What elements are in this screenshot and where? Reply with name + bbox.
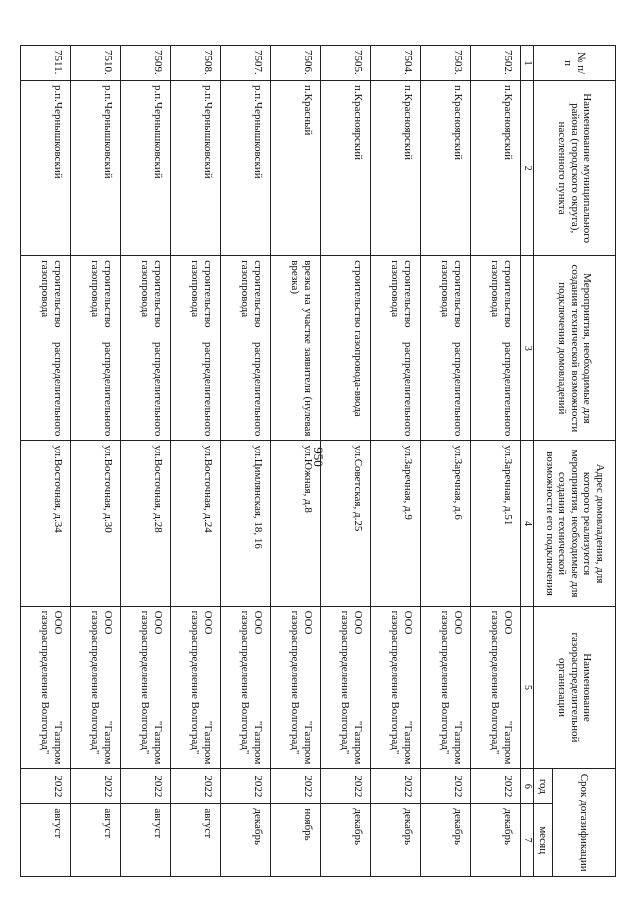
row-address: ул.Заречная, д.9: [371, 441, 421, 606]
row-year: 2022: [371, 769, 421, 804]
row-org: ООО "Газпром газораспределение Волгоград": [121, 606, 171, 769]
row-work: строительство распределительного газопровода: [421, 256, 471, 441]
row-work: врезка на участке заявителя (нулевая врезка): [271, 256, 321, 441]
header-row: [553, 46, 616, 877]
row-year: 2022: [21, 769, 71, 804]
row-location: п.Красноярский: [321, 81, 371, 256]
table-row: [271, 46, 321, 877]
header-location: Наименование муниципального района (городского округа), населенного пункта: [534, 81, 616, 256]
row-month: декабрь: [221, 804, 271, 877]
header-term: Срок догазификации: [553, 769, 616, 877]
header-year: год: [534, 769, 553, 804]
row-work: строительство распределительного газопровода: [121, 256, 171, 441]
row-address: ул.Советская, д.25: [321, 441, 371, 606]
row-year: 2022: [321, 769, 371, 804]
row-month: август: [71, 804, 121, 877]
row-address: ул.Южная, д.8: [271, 441, 321, 606]
row-work: строительство газопровода-ввода: [321, 256, 371, 441]
row-location: р.п.Чернышковский: [21, 81, 71, 256]
row-org: ООО "Газпром газораспределение Волгоград": [371, 606, 421, 769]
row-number: 7508.: [171, 46, 221, 81]
header-num: № п/п: [534, 46, 616, 81]
row-number: 7507.: [221, 46, 271, 81]
column-number-row: [521, 46, 534, 877]
row-location: п.Красноярский: [421, 81, 471, 256]
row-year: 2022: [271, 769, 321, 804]
row-year: 2022: [171, 769, 221, 804]
header-month: месяц: [534, 804, 553, 877]
column-number: 7: [521, 804, 534, 877]
column-number: 5: [521, 606, 534, 769]
table-row: [171, 46, 221, 877]
row-work: строительство распределительного газопровода: [471, 256, 521, 441]
header-org: Наименование газораспределительной организации: [534, 606, 616, 769]
row-address: ул.Восточная, д.28: [121, 441, 171, 606]
row-location: п.Красный: [271, 81, 321, 256]
row-year: 2022: [221, 769, 271, 804]
row-org: ООО "Газпром газораспределение Волгоград": [421, 606, 471, 769]
row-work: строительство распределительного газопровода: [21, 256, 71, 441]
row-number: 7509.: [121, 46, 171, 81]
table-row: [421, 46, 471, 877]
row-month: ноябрь: [271, 804, 321, 877]
row-work: строительство распределительного газопровода: [221, 256, 271, 441]
row-location: р.п.Чернышковский: [121, 81, 171, 256]
row-number: 7505.: [321, 46, 371, 81]
row-address: ул.Цимлянская, 18, 16: [221, 441, 271, 606]
row-address: ул.Восточная, д.30: [71, 441, 121, 606]
column-number: 4: [521, 441, 534, 606]
column-number: 2: [521, 81, 534, 256]
row-month: август: [171, 804, 221, 877]
table-row: [371, 46, 421, 877]
row-month: декабрь: [421, 804, 471, 877]
row-number: 7504.: [371, 46, 421, 81]
row-number: 7506.: [271, 46, 321, 81]
table-row: [71, 46, 121, 877]
row-month: декабрь: [371, 804, 421, 877]
row-address: ул.Заречная, д.6: [421, 441, 471, 606]
table-row: [471, 46, 521, 877]
row-location: р.п.Чернышковский: [221, 81, 271, 256]
table-row: [21, 46, 71, 877]
table-row: [221, 46, 271, 877]
document-table-wrapper: [39, 45, 616, 877]
row-work: строительство распределительного газопровода: [171, 256, 221, 441]
row-month: август: [21, 804, 71, 877]
row-location: п.Красноярский: [471, 81, 521, 256]
row-month: декабрь: [321, 804, 371, 877]
row-location: р.п.Чернышковский: [171, 81, 221, 256]
column-number: 6: [521, 769, 534, 804]
row-org: ООО "Газпром газораспределение Волгоград": [21, 606, 71, 769]
row-year: 2022: [71, 769, 121, 804]
table-row: [121, 46, 171, 877]
row-org: ООО "Газпром газораспределение Волгоград": [321, 606, 371, 769]
row-org: ООО "Газпром газораспределение Волгоград": [221, 606, 271, 769]
column-number: 1: [521, 46, 534, 81]
row-year: 2022: [421, 769, 471, 804]
row-work: строительство распределительного газопровода: [71, 256, 121, 441]
row-address: ул.Восточная, д.24: [171, 441, 221, 606]
row-month: август: [121, 804, 171, 877]
row-month: декабрь: [471, 804, 521, 877]
row-number: 7502.: [471, 46, 521, 81]
table-row: [321, 46, 371, 877]
header-address: Адрес домовладения, для которого реализуются мероприятия, необходимые для создания технической возможности его подключения: [534, 441, 616, 606]
column-number: 3: [521, 256, 534, 441]
row-number: 7511.: [21, 46, 71, 81]
page-number: 950: [311, 447, 326, 467]
row-address: ул.Заречная, д.51: [471, 441, 521, 606]
row-location: п.Красноярский: [371, 81, 421, 256]
row-org: ООО "Газпром газораспределение Волгоград": [71, 606, 121, 769]
row-year: 2022: [471, 769, 521, 804]
row-org: ООО "Газпром газораспределение Волгоград": [471, 606, 521, 769]
row-number: 7503.: [421, 46, 471, 81]
row-address: ул.Восточная, д.34: [21, 441, 71, 606]
row-org: ООО "Газпром газораспределение Волгоград": [171, 606, 221, 769]
row-year: 2022: [121, 769, 171, 804]
row-number: 7510.: [71, 46, 121, 81]
row-org: ООО "Газпром газораспределение Волгоград": [271, 606, 321, 769]
row-work: строительство распределительного газопровода: [371, 256, 421, 441]
header-work: Мероприятия, необходимые для создания технической возможности подключения домовладений: [534, 256, 616, 441]
gasification-table: [20, 45, 616, 877]
row-location: р.п.Чернышковский: [71, 81, 121, 256]
